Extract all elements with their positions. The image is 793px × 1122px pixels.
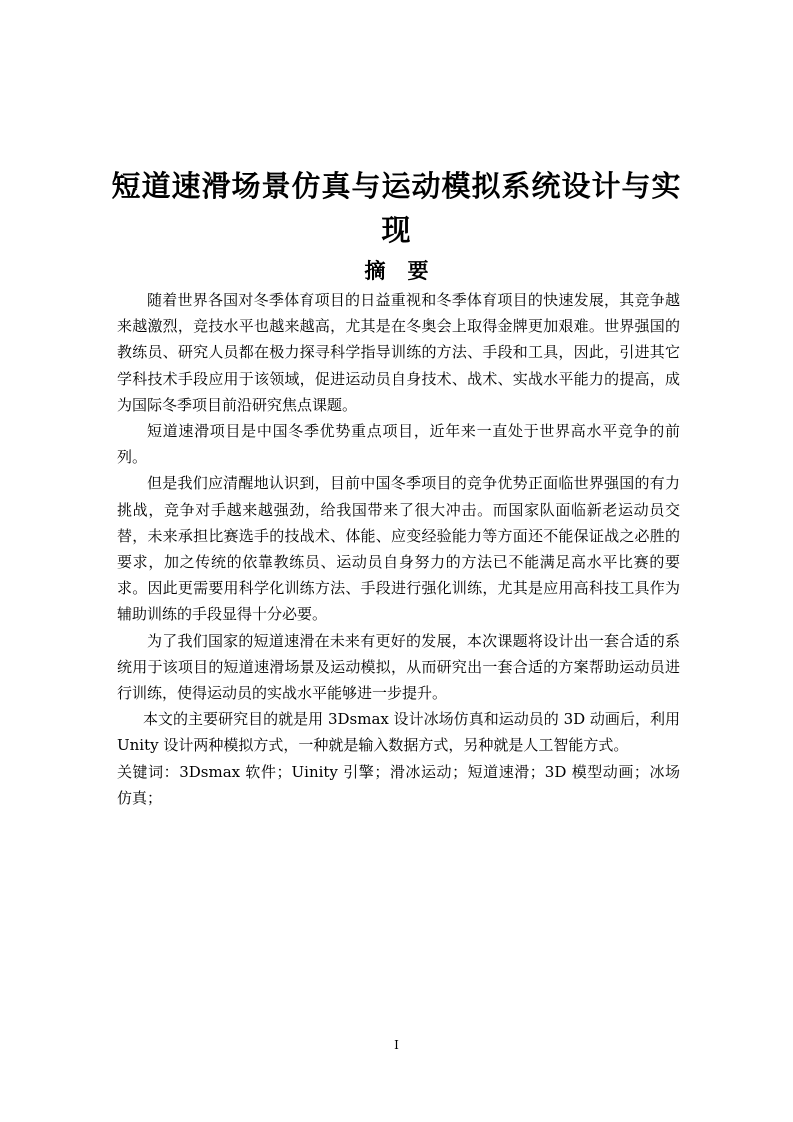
abstract-paragraph-2: 短道速滑项目是中国冬季优势重点项目，近年来一直处于世界高水平竞争的前列。	[117, 422, 680, 467]
abstract-heading-char-1: 摘	[364, 259, 386, 283]
abstract-paragraph-1: 随着世界各国对冬季体育项目的日益重视和冬季体育项目的快速发展，其竞争越来越激烈，竞技水平也越来越高，尤其是在冬奥会上取得金牌更加艰难。世界强国的教练员、研究人员都在极力探寻科学指导训练的方法、手段和工具，因此，引进其它学科技术手段应用于该领域，促进运动员自身技术、战术、实战水平能力的提高，成为国际冬季项目前沿研究焦点课题。	[117, 291, 680, 414]
keywords-line	[117, 759, 680, 811]
document-title: 短道速滑场景仿真与运动模拟系统设计与实现	[111, 169, 682, 247]
abstract-heading	[0, 257, 793, 285]
abstract-body	[117, 287, 680, 811]
abstract-paragraph-4: 为了我们国家的短道速滑在未来有更好的发展，本次课题将设计出一套合适的系统用于该项目的短道速滑场景及运动模拟，从而研究出一套合适的方案帮助运动员进行训练，使得运动员的实战水平能够进一步提升。	[117, 631, 680, 703]
abstract-paragraph-3: 但是我们应清醒地认识到，目前中国冬季项目的竞争优势正面临世界强国的有力挑战，竞争对手越来越强劲，给我国带来了很大冲击。而国家队面临新老运动员交替，未来承担比赛选手的技战术、体能、应变经验能力等方面还不能保证战之必胜的要求，加之传统的依靠教练员、运动员自身努力的方法已不能满足高水平比赛的要求。因此更需要用科学化训练方法、手段进行强化训练，尤其是应用高科技工具作为辅助训练的手段显得十分必要。	[117, 474, 680, 624]
keywords-text: 3Dsmax 软件；Uinity 引擎；滑冰运动；短道速滑；3D 模型动画；冰场仿真；	[117, 762, 680, 807]
keywords-label: 关键词：	[117, 762, 180, 781]
page-number: I	[394, 1038, 399, 1052]
abstract-heading-char-2: 要	[407, 259, 429, 283]
abstract-paragraph-5: 本文的主要研究目的就是用 3Dsmax 设计冰场仿真和运动员的 3D 动画后，利用 Unity 设计两种模拟方式，一种就是输入数据方式，另种就是人工智能方式。	[117, 710, 680, 755]
